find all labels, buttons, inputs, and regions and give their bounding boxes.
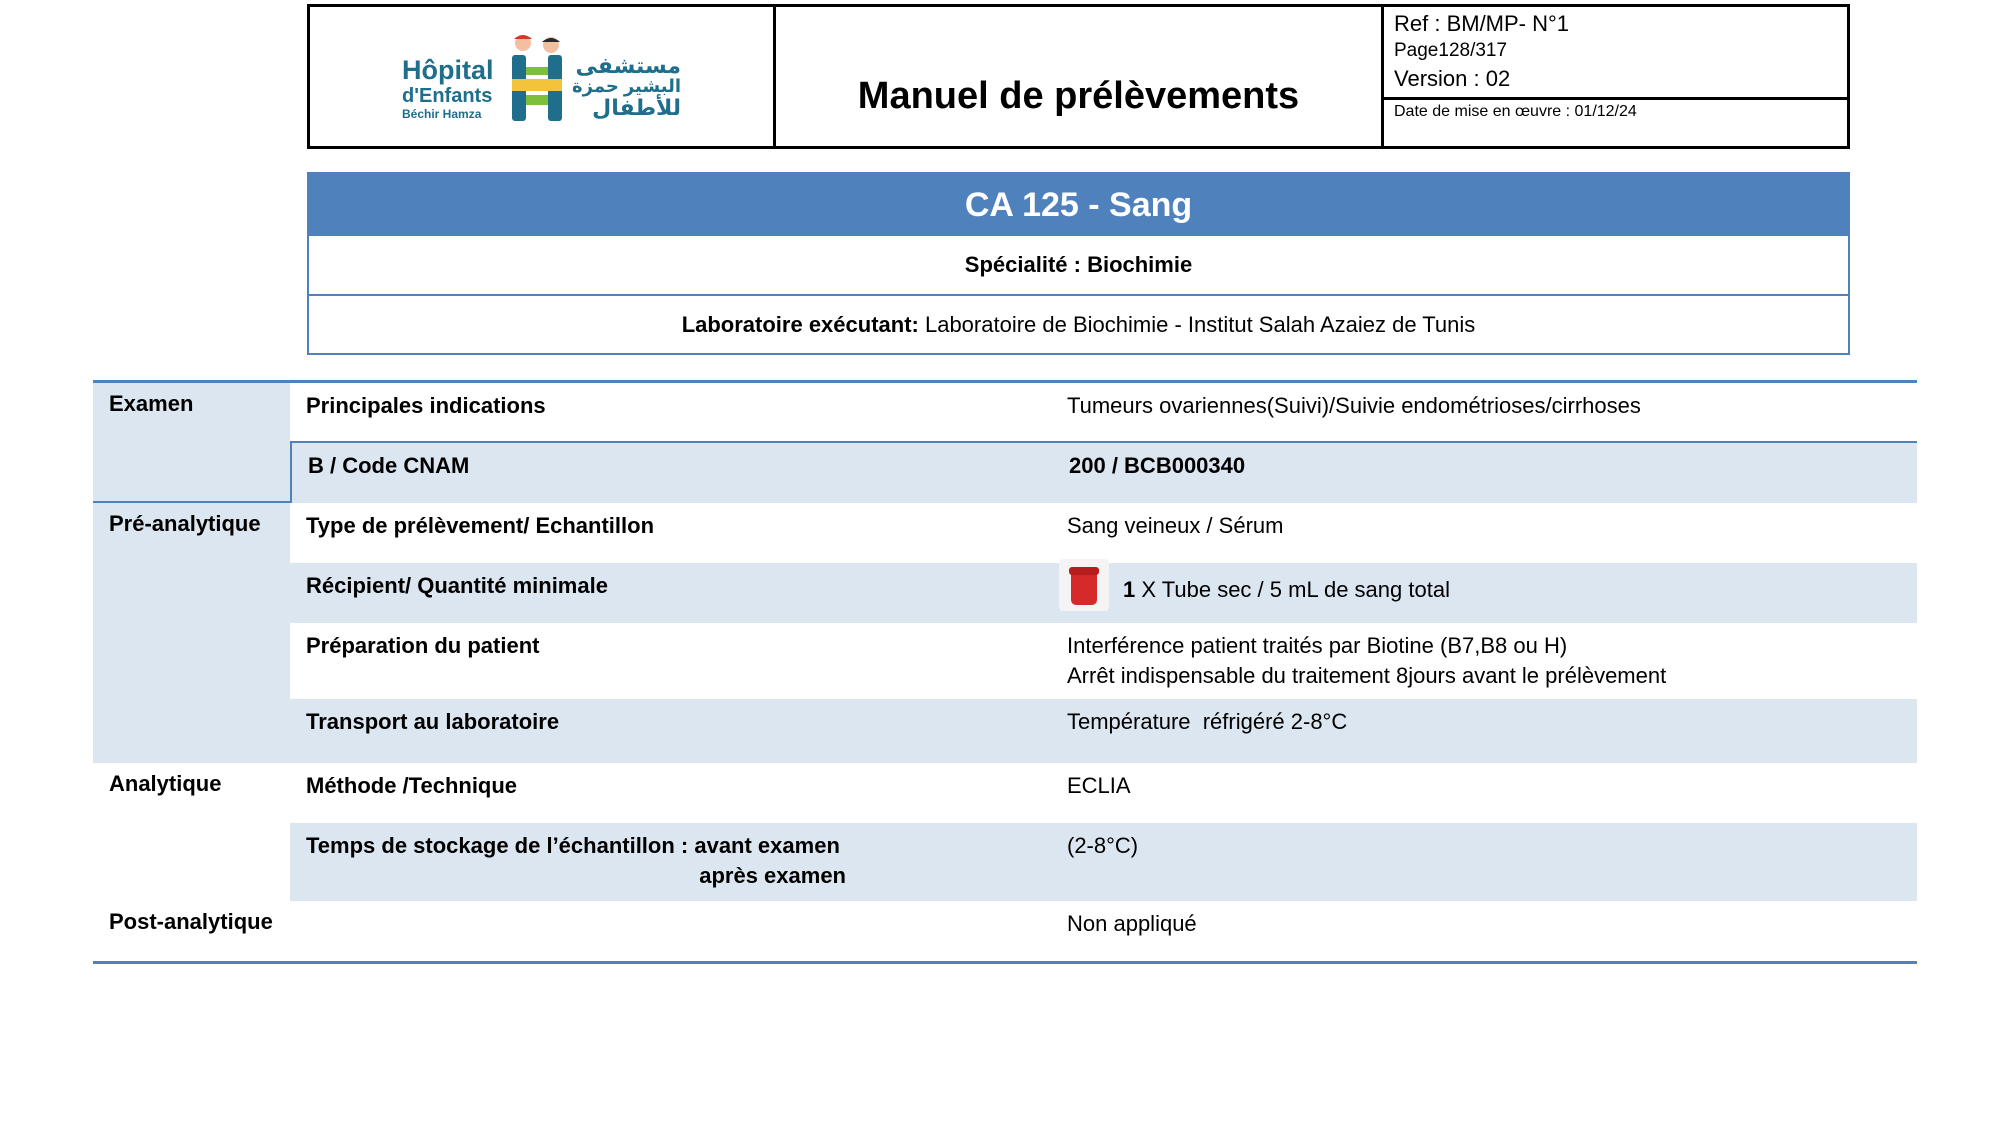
- row-value-recipient: [1067, 571, 1450, 611]
- preparation-line-2: Arrêt indispensable du traitement 8jours avant le prélèvement: [1067, 663, 1667, 688]
- row-label-methode: Méthode /Technique: [306, 773, 518, 798]
- recipient-qty: 1: [1123, 576, 1136, 602]
- table-row: [290, 563, 1917, 623]
- row-value-preparation: [1067, 631, 1666, 691]
- row-label-transport: Transport au laboratoire: [306, 709, 560, 734]
- row-value-type: Sang veineux / Sérum: [1067, 513, 1284, 538]
- row-value-post: Non appliqué: [1067, 911, 1197, 936]
- hospital-logo-fr: Hôpital d'Enfants Béchir Hamza: [402, 55, 494, 121]
- table-row: [290, 503, 1917, 563]
- table-row: [290, 699, 1917, 763]
- table-row: [290, 623, 1917, 699]
- document-date: Date de mise en œuvre : 01/12/24: [1394, 103, 1637, 120]
- row-label-type: Type de prélèvement/ Echantillon: [306, 513, 655, 538]
- row-label-stockage: [306, 831, 846, 891]
- laboratoire-label: Laboratoire exécutant:: [681, 311, 919, 337]
- document-ref: Ref : BM/MP- N°1: [1394, 11, 1570, 36]
- document-meta-top: [1384, 7, 1847, 100]
- section-analytique-label: Analytique: [109, 771, 222, 796]
- table-row: [290, 383, 1917, 443]
- analysis-band: [307, 172, 1850, 355]
- row-value-indications: Tumeurs ovariennes(Suivi)/Suivie endométrioses/cirrhoses: [1067, 393, 1641, 418]
- stockage-label-line-2: après examen: [699, 863, 846, 888]
- specialite-row: [309, 236, 1848, 296]
- row-label-recipient: Récipient/ Quantité minimale: [306, 573, 608, 598]
- section-preanalytique-label: Pré-analytique: [109, 511, 261, 536]
- table-row: [290, 901, 1917, 964]
- section-analytique: [93, 763, 290, 901]
- section-examen-label: Examen: [109, 391, 194, 416]
- document-page: Page128/317: [1394, 40, 1508, 61]
- row-value-methode: ECLIA: [1067, 773, 1131, 798]
- section-examen: [93, 383, 290, 503]
- table-row: [290, 443, 1917, 503]
- row-label-indications: Principales indications: [306, 393, 546, 418]
- document-meta: [1384, 7, 1847, 146]
- specialite-label: Spécialité : Biochimie: [964, 252, 1193, 277]
- hospital-logo: [310, 7, 776, 146]
- row-value-stockage: (2-8°C): [1067, 833, 1139, 858]
- preparation-line-1: Interférence patient traités par Biotine (B7,B8 ou H): [1067, 633, 1568, 658]
- section-postanalytique-label: Post-analytique: [109, 909, 273, 934]
- row-value-code: 200 / BCB000340: [1069, 453, 1246, 478]
- row-label-code: B / Code CNAM: [308, 453, 470, 478]
- stockage-label-line-1: Temps de stockage de l’échantillon : avant examen: [306, 833, 840, 858]
- document-version: Version : 02: [1394, 66, 1511, 91]
- table-row: [290, 823, 1917, 901]
- table-row: [290, 763, 1917, 823]
- analysis-title: CA 125 - Sang: [309, 174, 1848, 236]
- row-value-transport: Température réfrigéré 2-8°C: [1067, 709, 1348, 734]
- row-label-preparation: Préparation du patient: [306, 633, 540, 658]
- laboratoire-value: Laboratoire de Biochimie - Institut Salah Azaiez de Tunis: [918, 311, 1476, 337]
- laboratoire-row: [309, 296, 1848, 353]
- document-header: [307, 4, 1850, 149]
- analysis-table: [93, 380, 1917, 964]
- hospital-logo-ar: مستشفى البشير حمزة للأطفال: [572, 53, 682, 120]
- red-tube-icon: [1059, 559, 1109, 611]
- document-title: Manuel de prélèvements: [857, 75, 1300, 117]
- section-postanalytique: [93, 901, 290, 964]
- hospital-logo-icon: [506, 33, 568, 127]
- recipient-desc: X Tube sec / 5 mL de sang total: [1135, 576, 1450, 602]
- document-title-cell: [776, 7, 1384, 146]
- section-preanalytique: [93, 503, 290, 763]
